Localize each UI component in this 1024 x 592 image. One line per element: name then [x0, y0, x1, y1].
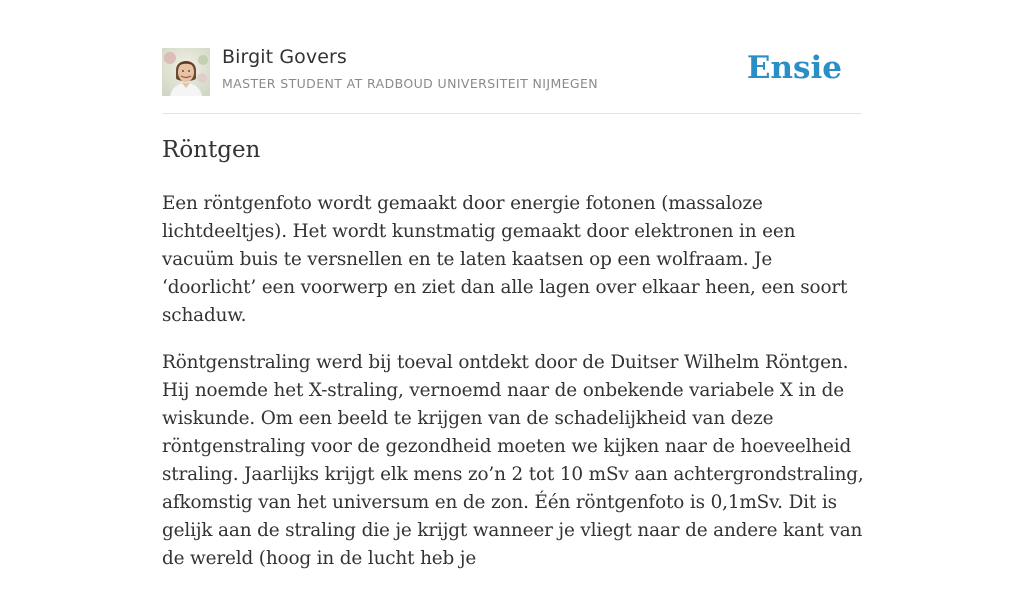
article-title: Röntgen — [162, 137, 261, 163]
author-name[interactable]: Birgit Govers — [222, 46, 347, 68]
author-title: MASTER STUDENT AT RADBOUD UNIVERSITEIT NIJMEGEN — [222, 76, 599, 91]
article-body — [162, 190, 867, 592]
avatar[interactable] — [162, 48, 210, 96]
avatar-photo-icon — [162, 48, 210, 96]
article-paragraph: Een röntgenfoto wordt gemaakt door energie fotonen (massaloze lichtdeeltjes). Het wordt kunstmatig gemaakt door elektronen in een vacuüm buis te versnellen en te laten kaatsen op een wolfraam. Je ‘doorlicht’ een voorwerp en ziet dan alle lagen over elkaar heen, een soort schaduw. — [162, 193, 848, 326]
article-paragraph: Röntgenstraling werd bij toeval ontdekt door de Duitser Wilhelm Röntgen. Hij noemde het X-straling, vernoemd naar de onbekende variabele X in de wiskunde. Om een beeld te krijgen van de schadelijkheid van deze röntgenstraling voor de gezondheid moeten we kijken naar de hoeveelheid straling. Jaarlijks krijgt elk mens zo’n 2 tot 10 mSv aan achtergrondstraling, afkomstig van het universum en de zon. Één röntgenfoto is 0,1mSv. Dit is gelijk aan de straling die je krijgt wanneer je vliegt naar de andere kant van de wereld (hoog in de lucht heb je — [162, 352, 864, 569]
brand-logo[interactable]: Ensie — [746, 50, 842, 86]
header-divider — [162, 113, 862, 114]
author-header — [162, 46, 862, 96]
